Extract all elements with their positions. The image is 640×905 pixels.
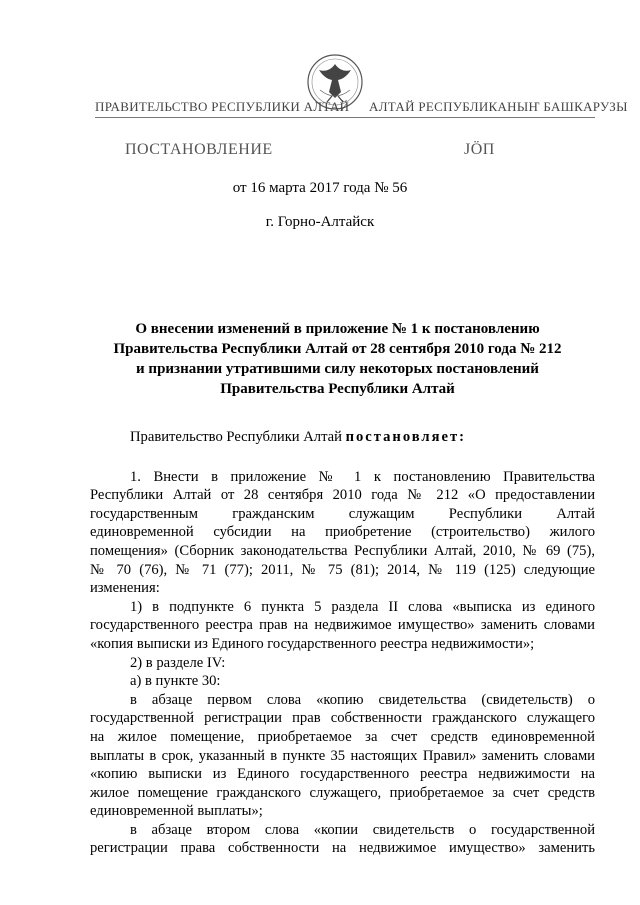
title-line: Правительства Республики Алтай от 28 сентября 2010 года № 212 xyxy=(113,341,562,357)
document-body xyxy=(90,428,595,858)
body-line: «копию выписки из Единого государственного реестра недвижимости на xyxy=(90,766,595,783)
body-line: жилое помещение гражданского служащего, приобретаемое за счет средств xyxy=(90,784,595,801)
body-line: единовременной выплаты»; xyxy=(90,803,263,820)
document-title xyxy=(90,319,585,399)
preamble xyxy=(90,428,595,447)
title-line: Правительства Республики Алтай xyxy=(220,381,455,397)
body-line: государственным гражданским служащим Республики Алтай xyxy=(90,505,595,522)
org-name-russian: ПРАВИТЕЛЬСТВО РЕСПУБЛИКИ АЛТАЙ xyxy=(95,99,350,114)
title-line: О внесении изменений в приложение № 1 к постановлению xyxy=(135,321,540,337)
body-line: «копия выписки из Единого государственного реестра недвижимости»; xyxy=(90,635,535,652)
document-city: г. Горно-Алтайск xyxy=(265,214,375,230)
body-line: на жилое помещение, приобретаемое за счет средств единовременной xyxy=(90,728,595,745)
body-line: в абзаце втором слова «копии свидетельств о государственной xyxy=(130,821,595,838)
preamble-emphasis: постановляет: xyxy=(345,429,467,445)
header-divider xyxy=(95,117,595,118)
body-line: изменения: xyxy=(90,580,160,597)
body-line: в абзаце первом слова «копию свидетельства (свидетельств) о xyxy=(130,691,595,708)
doc-type-russian: ПОСТАНОВЛЕНИЕ xyxy=(125,141,273,158)
org-name-altai: АЛТАЙ РЕСПУБЛИКАНЫҤ БАШКАРУЗЫ xyxy=(369,99,628,114)
body-line: выплаты в срок, указанный в пункте 35 настоящих Правил» заменить словами xyxy=(90,747,595,764)
body-line: государственной регистрации прав собственности гражданского служащего xyxy=(90,710,595,727)
title-line: и признании утратившими силу некоторых постановлений xyxy=(136,361,539,377)
body-line: государственного реестра прав на недвижимое имущество» заменить словами xyxy=(90,617,595,634)
body-line: регистрации права собственности на недвижимое имущество» заменить xyxy=(90,840,595,857)
body-line: а) в пункте 30: xyxy=(130,673,221,690)
body-line: № 70 (76), № 71 (77); 2011, № 75 (81); 2014, № 119 (125) следующие xyxy=(90,561,595,578)
body-line: 1. Внести в приложение № 1 к постановлению Правительства xyxy=(130,468,595,485)
body-line: единовременной субсидии на приобретение (строительство) жилого xyxy=(90,524,595,541)
preamble-text: Правительство Республики Алтай xyxy=(130,429,346,445)
body-line: 2) в разделе IV: xyxy=(130,654,226,671)
doc-type-altai: JÖП xyxy=(464,141,495,158)
document-date-number: от 16 марта 2017 года № 56 xyxy=(232,180,408,196)
body-line: помещения» (Сборник законодательства Республики Алтай, 2010, № 69 (75), xyxy=(90,542,595,559)
body-line: 1) в подпункте 6 пункта 5 раздела II слова «выписка из единого xyxy=(130,598,595,615)
body-line: Республики Алтай от 28 сентября 2010 года № 212 «О предоставлении xyxy=(90,487,595,504)
